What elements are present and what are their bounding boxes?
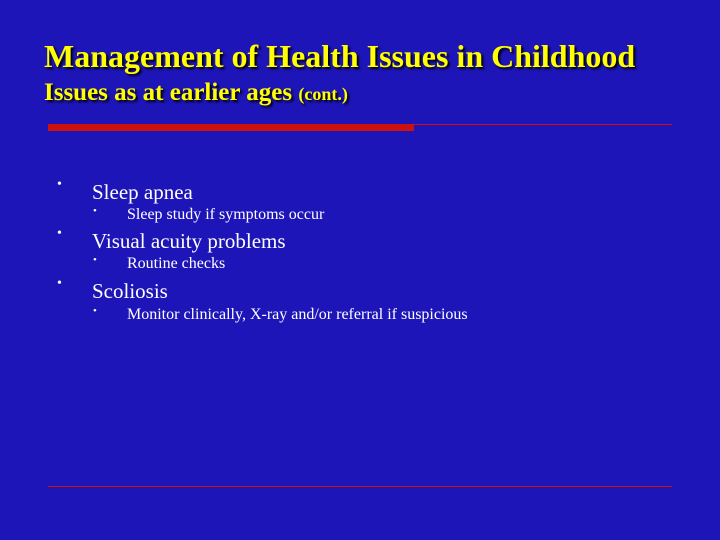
title-line-2	[44, 80, 635, 106]
footer-rule	[48, 486, 672, 487]
sub-bullet-label: Sleep study if symptoms occur	[127, 206, 325, 223]
bullet-label: Scoliosis	[92, 279, 168, 303]
bullet-dot: •	[57, 226, 62, 241]
sub-bullet-dot: •	[93, 254, 97, 266]
title-line-2-main: Issues as at earlier ages	[44, 78, 293, 106]
bullet-label: Sleep apnea	[92, 180, 193, 204]
title-suffix: (cont.)	[298, 83, 348, 104]
title-underline-thick	[48, 124, 414, 131]
sub-bullet-label: Monitor clinically, X-ray and/or referral if suspicious	[127, 306, 468, 323]
title-line-1: Management of Health Issues in Childhood	[44, 38, 636, 74]
bullet-dot: •	[57, 276, 62, 291]
sub-bullet-label: Routine checks	[127, 255, 226, 272]
title-underline-thin	[414, 124, 672, 125]
sub-bullet-dot: •	[93, 305, 97, 317]
bullet-label: Visual acuity problems	[92, 229, 286, 253]
sub-bullet-dot: •	[93, 205, 97, 217]
slide-title	[44, 40, 635, 106]
bullet-dot: •	[57, 177, 62, 192]
